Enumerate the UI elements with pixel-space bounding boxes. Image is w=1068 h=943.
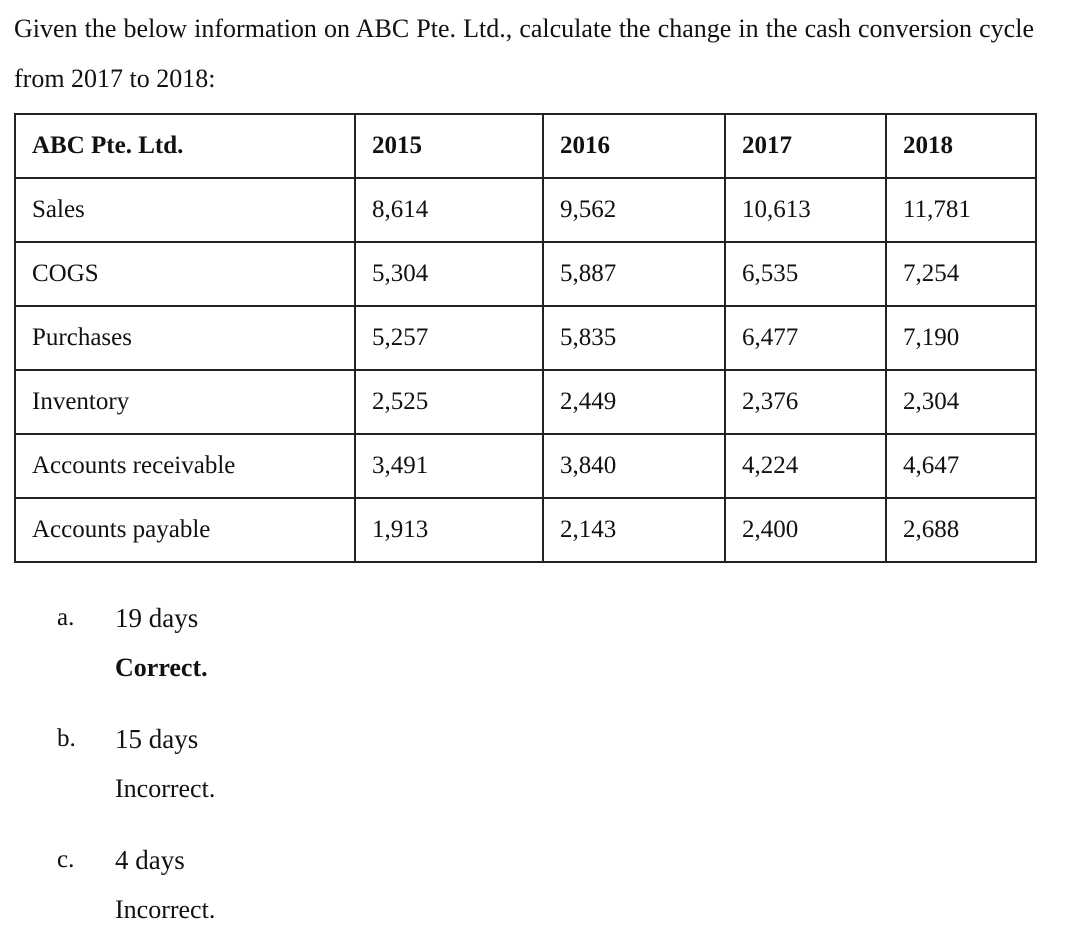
option-letter: a. <box>57 604 75 631</box>
cell-value: 2,525 <box>355 370 543 434</box>
row-label: Accounts receivable <box>15 434 355 498</box>
cell-value: 5,887 <box>543 242 725 306</box>
row-label: Purchases <box>15 306 355 370</box>
table-row-sales <box>15 178 1036 242</box>
cell-value: 5,257 <box>355 306 543 370</box>
option-text: 15 days <box>115 724 199 754</box>
question-text: Given the below information on ABC Pte. Ltd., calculate the change in the cash conversion cycle from 2017 to 2018: <box>14 14 1034 93</box>
financial-data-table <box>14 113 1037 563</box>
cell-value: 2,449 <box>543 370 725 434</box>
table-row-accounts-receivable <box>15 434 1036 498</box>
header-year-2015: 2015 <box>355 114 543 178</box>
cell-value: 6,535 <box>725 242 886 306</box>
cell-value: 4,224 <box>725 434 886 498</box>
header-year-2018: 2018 <box>886 114 1036 178</box>
header-year-2016: 2016 <box>543 114 725 178</box>
cell-value: 8,614 <box>355 178 543 242</box>
option-letter: b. <box>57 725 76 752</box>
cell-value: 7,254 <box>886 242 1036 306</box>
option-letter: c. <box>57 846 75 873</box>
row-label: COGS <box>15 242 355 306</box>
header-company: ABC Pte. Ltd. <box>15 114 355 178</box>
cell-value: 9,562 <box>543 178 725 242</box>
cell-value: 3,491 <box>355 434 543 498</box>
table-row-inventory <box>15 370 1036 434</box>
cell-value: 1,913 <box>355 498 543 562</box>
cell-value: 6,477 <box>725 306 886 370</box>
option-text: 4 days <box>115 845 185 875</box>
cell-value: 3,840 <box>543 434 725 498</box>
cell-value: 2,688 <box>886 498 1036 562</box>
cell-value: 2,143 <box>543 498 725 562</box>
option-feedback-correct: Correct. <box>115 653 208 682</box>
option-feedback-incorrect: Incorrect. <box>115 895 216 924</box>
cell-value: 2,376 <box>725 370 886 434</box>
row-label: Inventory <box>15 370 355 434</box>
cell-value: 5,304 <box>355 242 543 306</box>
table-header-row <box>15 114 1036 178</box>
cell-value: 2,304 <box>886 370 1036 434</box>
table-row-cogs <box>15 242 1036 306</box>
row-label: Sales <box>15 178 355 242</box>
table-row-accounts-payable <box>15 498 1036 562</box>
option-text: 19 days <box>115 603 199 633</box>
cell-value: 7,190 <box>886 306 1036 370</box>
row-label: Accounts payable <box>15 498 355 562</box>
option-feedback-incorrect: Incorrect. <box>115 774 216 803</box>
table-row-purchases <box>15 306 1036 370</box>
cell-value: 10,613 <box>725 178 886 242</box>
cell-value: 11,781 <box>886 178 1036 242</box>
cell-value: 4,647 <box>886 434 1036 498</box>
cell-value: 2,400 <box>725 498 886 562</box>
header-year-2017: 2017 <box>725 114 886 178</box>
cell-value: 5,835 <box>543 306 725 370</box>
